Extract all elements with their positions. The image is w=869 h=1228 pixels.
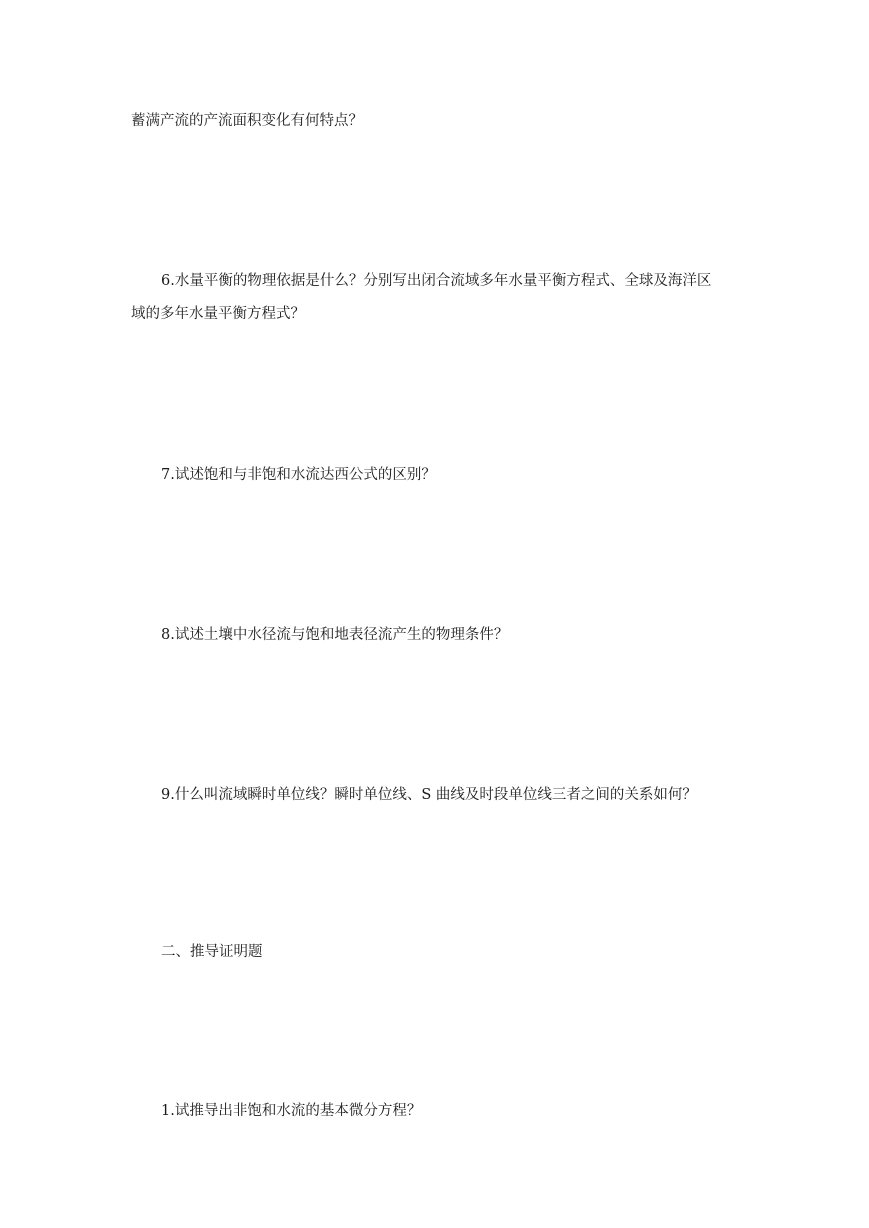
question-6-line-1: 6.水量平衡的物理依据是什么？分别写出闭合流域多年水量平衡方程式、全球及海洋区 xyxy=(161,273,712,289)
question-9: 9.什么叫流域瞬时单位线？瞬时单位线、S 曲线及时段单位线三者之间的关系如何？ xyxy=(161,787,697,803)
question-8: 8.试述土壤中水径流与饱和地表径流产生的物理条件？ xyxy=(161,627,509,643)
question-6-line-2: 域的多年水量平衡方程式？ xyxy=(131,306,305,322)
question-5-continuation: 蓄满产流的产流面积变化有何特点？ xyxy=(131,113,363,129)
section-2-question-1: 1.试推导出非饱和水流的基本微分方程？ xyxy=(161,1103,422,1119)
question-7: 7.试述饱和与非饱和水流达西公式的区别？ xyxy=(161,467,436,483)
section-heading-derivation: 二、推导证明题 xyxy=(161,944,263,960)
